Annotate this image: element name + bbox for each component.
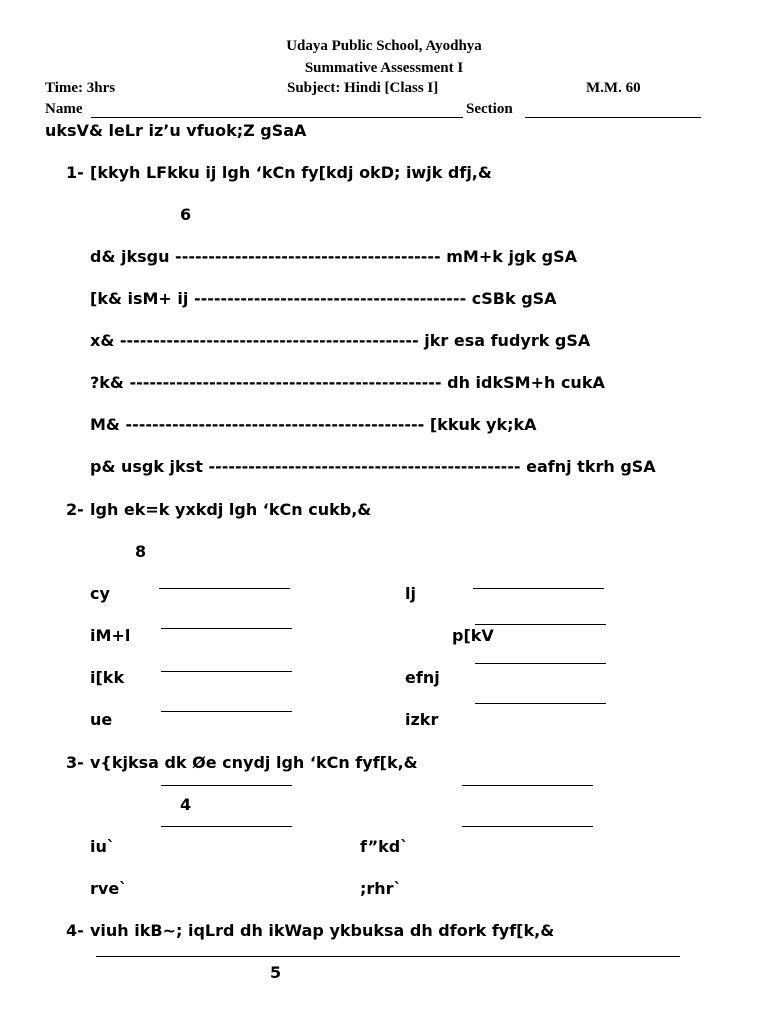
q1-line-left: M&: [90, 415, 120, 434]
q2-word: cy: [90, 584, 110, 603]
q1-number: 1-: [66, 163, 84, 182]
q1-line-blank: -----------------------------------------: [193, 289, 467, 308]
name-line: [91, 117, 463, 118]
q1-line-blank: ----------------------------------------: [175, 247, 441, 266]
q1-line-d: [90, 373, 605, 392]
answer-line: [462, 826, 593, 827]
q1-line-left: [k& isM+ ij: [90, 289, 189, 308]
q1-line-right: dh idkSM+h cukA: [447, 373, 605, 392]
name-label: Name: [45, 101, 83, 117]
q4-text: viuh ikB~; iqLrd dh ikWap ykbuksa dh dfork fyf[k,&: [90, 921, 555, 940]
q3-word: iu`: [90, 837, 115, 856]
q1-line-blank: ---------------------------------------------: [119, 331, 419, 350]
q1-line-left: x&: [90, 331, 115, 350]
q1-line-right: [kkuk yk;kA: [429, 415, 537, 434]
q2-word: ue: [90, 710, 113, 729]
answer-line: [161, 711, 292, 712]
time-label: Time: 3hrs: [45, 80, 116, 96]
q2-word: efnj: [405, 668, 440, 687]
answer-line: [159, 588, 290, 589]
answer-line: [473, 588, 604, 589]
q1-line-blank: ---------------------------------------------: [125, 415, 425, 434]
q3-marks: 4: [180, 795, 192, 814]
q1-line-left: d& jksgu: [90, 247, 170, 266]
q1-line-right: mM+k jgk gSA: [446, 247, 577, 266]
answer-line: [462, 785, 593, 786]
q1-line-a: [90, 247, 577, 266]
q4-marks: 5: [270, 963, 282, 982]
section-label: Section: [466, 101, 513, 117]
q1-line-f: [90, 457, 656, 476]
q2-word: p[kV: [452, 626, 494, 645]
answer-line: [475, 663, 606, 664]
answer-line: [96, 956, 680, 957]
q1-line-left: ?k&: [90, 373, 124, 392]
q3-word: ;rhr`: [360, 879, 402, 898]
q2-number: 2-: [66, 500, 84, 519]
q4-number: 4-: [66, 921, 84, 940]
q1-marks: 6: [180, 205, 192, 224]
general-instruction: uksV& leLr iz’u vfuok;Z gSaA: [45, 121, 307, 140]
q2-marks: 8: [135, 542, 147, 561]
section-line: [525, 117, 701, 118]
answer-line: [475, 624, 606, 625]
q1-line-c: [90, 331, 590, 350]
q2-word: lj: [405, 584, 416, 603]
q1-line-left: p& usgk jkst: [90, 457, 203, 476]
q3-text: v{kjksa dk Øe cnydj lgh ‘kCn fyf[k,&: [90, 753, 418, 772]
answer-line: [161, 671, 292, 672]
q3-word: rve`: [90, 879, 128, 898]
q1-line-b: [90, 289, 557, 308]
q1-line-blank: -----------------------------------------------: [129, 373, 442, 392]
q1-line-right: jkr esa fudyrk gSA: [424, 331, 591, 350]
q2-word: iM+l: [90, 626, 131, 645]
answer-line: [161, 628, 292, 629]
q2-word: izkr: [405, 710, 439, 729]
answer-line: [161, 785, 292, 786]
q2-text: lgh ek=k yxkdj lgh ‘kCn cukb,&: [90, 500, 372, 519]
max-marks-label: M.M. 60: [586, 80, 641, 96]
q3-word: f”kd`: [360, 837, 409, 856]
exam-title: Summative Assessment I: [304, 60, 464, 76]
q3-number: 3-: [66, 753, 84, 772]
q1-line-right: eafnj tkrh gSA: [526, 457, 656, 476]
school-name: Udaya Public School, Ayodhya: [286, 38, 482, 54]
q1-line-blank: -----------------------------------------------: [208, 457, 521, 476]
subject-label: Subject: Hindi [Class I]: [287, 80, 439, 96]
q1-line-right: cSBk gSA: [471, 289, 557, 308]
answer-line: [475, 703, 606, 704]
q2-word: i[kk: [90, 668, 125, 687]
q1-text: [kkyh LFkku ij lgh ‘kCn fy[kdj okD; iwjk dfj,&: [90, 163, 492, 182]
answer-line: [161, 826, 292, 827]
q1-line-e: [90, 415, 537, 434]
